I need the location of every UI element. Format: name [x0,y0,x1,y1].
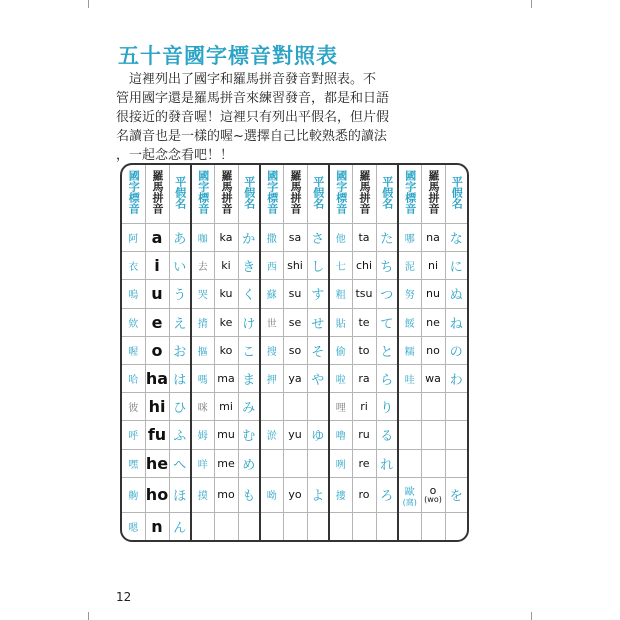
hiragana-cell [445,512,467,540]
hiragana-cell: な [445,224,467,252]
hiragana-cell: そ [307,336,329,364]
crop-mark [531,612,532,620]
hiragana-cell: む [238,421,260,449]
romaji-cell: yo [283,477,307,512]
chinese-phonetic-cell: 彼 [122,393,145,421]
table-row [122,308,467,336]
page-number: 12 [116,590,132,604]
hiragana-cell: お [169,336,191,364]
romaji-cell: e [145,308,169,336]
chinese-phonetic-cell [260,512,283,540]
chinese-phonetic-cell: 呼 [122,421,145,449]
hiragana-cell [376,512,398,540]
hiragana-cell: に [445,252,467,280]
chinese-phonetic-cell: 嗚 [122,280,145,308]
chinese-phonetic-cell: 咖 [191,224,214,252]
romaji-cell: nu [421,280,445,308]
romaji-cell: tsu [352,280,376,308]
chinese-phonetic-cell: 姆 [191,421,214,449]
hiragana-cell [238,512,260,540]
hiragana-cell: ぬ [445,280,467,308]
table-row [122,336,467,364]
romaji-cell: ki [214,252,238,280]
romaji-cell: ta [352,224,376,252]
romaji-cell: ne [421,308,445,336]
hiragana-cell: あ [169,224,191,252]
romaji-cell [283,393,307,421]
column-header [145,165,169,224]
column-header [307,165,329,224]
romaji-cell: u [145,280,169,308]
hiragana-cell: わ [445,364,467,392]
column-header-label: 羅馬拼音 [220,170,233,214]
column-header-label: 平假名 [311,175,325,209]
romaji-cell: te [352,308,376,336]
romaji-cell [421,449,445,477]
romaji-cell: ku [214,280,238,308]
chinese-phonetic-cell: 阿 [122,224,145,252]
chinese-phonetic-cell: 哭 [191,280,214,308]
chinese-phonetic-cell: 粗 [329,280,352,308]
chinese-phonetic-cell: 押 [260,364,283,392]
crop-mark [88,612,89,620]
hiragana-cell: こ [238,336,260,364]
romaji-cell [421,512,445,540]
romaji-cell: mi [214,393,238,421]
column-header-label: 平假名 [450,175,464,209]
chinese-phonetic-cell: 衣 [122,252,145,280]
hiragana-cell: よ [307,477,329,512]
chinese-phonetic-cell: 摳 [191,336,214,364]
hiragana-cell: ち [376,252,398,280]
chinese-phonetic-cell: 咪 [191,393,214,421]
hiragana-cell: か [238,224,260,252]
hiragana-cell: う [169,280,191,308]
romaji-cell: ni [421,252,445,280]
table-row [122,224,467,252]
romaji-cell: se [283,308,307,336]
chinese-phonetic-cell: 世 [260,308,283,336]
hiragana-cell: を [445,477,467,512]
romaji-cell: ru [352,421,376,449]
chinese-phonetic-cell [398,449,421,477]
column-header [283,165,307,224]
hiragana-cell: つ [376,280,398,308]
hiragana-cell [307,449,329,477]
intro-paragraph [116,70,390,165]
intro-line: ，一起念念看吧！！ [116,148,234,163]
crop-mark [531,0,532,8]
intro-line: 很接近的發音喔！這裡只有列出平假名，但片假 [116,110,390,125]
hiragana-cell: け [238,308,260,336]
chinese-phonetic-cell: 嘿 [122,449,145,477]
romaji-cell: ro [352,477,376,512]
hiragana-cell [445,393,467,421]
hiragana-cell: た [376,224,398,252]
chinese-phonetic-cell: 揹 [191,308,214,336]
chinese-phonetic-cell: 撒 [260,224,283,252]
hiragana-cell: ふ [169,421,191,449]
romaji-cell: ho [145,477,169,512]
romaji-cell: ko [214,336,238,364]
chinese-phonetic-cell: 哇 [398,364,421,392]
chinese-phonetic-cell: 七 [329,252,352,280]
hiragana-cell [445,421,467,449]
romaji-cell [421,421,445,449]
chinese-phonetic-cell: 他 [329,224,352,252]
romaji-cell: mu [214,421,238,449]
chinese-phonetic-cell: 摟 [329,477,352,512]
chinese-phonetic-cell: 嗯 [122,512,145,540]
chinese-phonetic-cell: 泥 [398,252,421,280]
column-header-label: 平假名 [242,175,256,209]
romaji-cell [283,512,307,540]
column-header-label: 國字標音 [265,170,279,214]
romaji-cell [421,393,445,421]
chinese-phonetic-cell [329,512,352,540]
table-header-row [122,165,467,224]
chinese-phonetic-cell: 糯 [398,336,421,364]
romaji-cell: chi [352,252,376,280]
table-row [122,477,467,512]
column-header-label: 羅馬拼音 [289,170,302,214]
crop-mark [88,0,89,8]
romaji-cell: so [283,336,307,364]
hiragana-cell: ま [238,364,260,392]
chinese-phonetic-cell: 欸 [122,308,145,336]
chinese-phonetic-cell: 努 [398,280,421,308]
column-header-label: 羅馬拼音 [427,170,440,214]
chinese-phonetic-cell [398,393,421,421]
column-header-label: 羅馬拼音 [151,170,164,214]
chinese-phonetic-cell: 蘇 [260,280,283,308]
romaji-cell: no [421,336,445,364]
romaji-cell: su [283,280,307,308]
hiragana-cell: え [169,308,191,336]
chinese-phonetic-cell: 啦 [329,364,352,392]
chinese-phonetic-cell: 齁 [122,477,145,512]
chinese-phonetic-cell: 哩 [329,393,352,421]
chinese-phonetic-cell: 嚕 [329,421,352,449]
column-header-label: 羅馬拼音 [358,170,371,214]
intro-line: 名讀音也是一樣的喔~選擇自己比較熟悉的讀法 [116,129,387,144]
romaji-cell: i [145,252,169,280]
column-header-label: 國字標音 [334,170,348,214]
hiragana-cell: さ [307,224,329,252]
chinese-phonetic-cell: 哈 [122,364,145,392]
chinese-phonetic-cell: 摸 [191,477,214,512]
column-header [398,165,421,224]
romaji-cell: shi [283,252,307,280]
table-row [122,252,467,280]
hiragana-cell: ら [376,364,398,392]
hiragana-cell: て [376,308,398,336]
hiragana-cell: ん [169,512,191,540]
hiragana-cell: と [376,336,398,364]
hiragana-cell: ゆ [307,421,329,449]
hiragana-cell: は [169,364,191,392]
hiragana-cell: ほ [169,477,191,512]
chinese-phonetic-cell: 咧 [329,449,352,477]
table-row [122,421,467,449]
hiragana-cell [445,449,467,477]
chinese-phonetic-cell [191,512,214,540]
romaji-cell: hi [145,393,169,421]
column-header-label: 國字標音 [127,170,141,214]
hiragana-cell: ひ [169,393,191,421]
table-row [122,393,467,421]
chinese-phonetic-cell [260,393,283,421]
hiragana-cell: や [307,364,329,392]
hiragana-cell: め [238,449,260,477]
column-header [329,165,352,224]
hiragana-cell: ね [445,308,467,336]
romaji-cell: ra [352,364,376,392]
column-header-label: 平假名 [173,175,187,209]
column-header [260,165,283,224]
hiragana-cell: も [238,477,260,512]
hiragana-cell: き [238,252,260,280]
romaji-cell: to [352,336,376,364]
romaji-cell: ya [283,364,307,392]
column-header [122,165,145,224]
romaji-cell: fu [145,421,169,449]
hiragana-cell: り [376,393,398,421]
chinese-phonetic-cell: 歐 (窩) [398,477,421,512]
hiragana-cell: く [238,280,260,308]
hiragana-cell: れ [376,449,398,477]
hiragana-cell [307,393,329,421]
romaji-cell: na [421,224,445,252]
romaji-cell: yu [283,421,307,449]
romaji-cell [214,512,238,540]
column-header [376,165,398,224]
table-row [122,512,467,540]
romaji-cell [283,449,307,477]
intro-line: 這裡列出了國字和羅馬拼音發音對照表。不 [116,72,377,87]
romaji-cell: n [145,512,169,540]
romaji-cell: ke [214,308,238,336]
chinese-phonetic-cell: 貼 [329,308,352,336]
kana-table [122,165,467,540]
romaji-cell [352,512,376,540]
romaji-cell: wa [421,364,445,392]
hiragana-cell: み [238,393,260,421]
hiragana-cell: す [307,280,329,308]
hiragana-cell: ろ [376,477,398,512]
romaji-cell: he [145,449,169,477]
chinese-phonetic-cell: 去 [191,252,214,280]
hiragana-cell: の [445,336,467,364]
chinese-phonetic-cell: 餒 [398,308,421,336]
column-header [191,165,214,224]
hiragana-cell [307,512,329,540]
romaji-cell: ka [214,224,238,252]
chinese-phonetic-cell: 嗎 [191,364,214,392]
column-header [352,165,376,224]
column-header [238,165,260,224]
column-header-label: 國字標音 [196,170,210,214]
romaji-cell: ma [214,364,238,392]
romaji-cell: a [145,224,169,252]
column-header-label: 國字標音 [403,170,417,214]
hiragana-cell: し [307,252,329,280]
romaji-cell: o (wo) [421,477,445,512]
column-header [445,165,467,224]
chinese-phonetic-cell [398,421,421,449]
romaji-cell: re [352,449,376,477]
romaji-cell: ha [145,364,169,392]
hiragana-cell: へ [169,449,191,477]
intro-line: 管用國字還是羅馬拼音來練習發音，都是和日語 [116,91,390,106]
column-header [169,165,191,224]
hiragana-cell: せ [307,308,329,336]
chinese-phonetic-cell: 咩 [191,449,214,477]
column-header [421,165,445,224]
chinese-phonetic-cell: 呦 [260,477,283,512]
column-header-label: 平假名 [380,175,394,209]
column-header [214,165,238,224]
chinese-phonetic-cell: 淤 [260,421,283,449]
page-title: 五十音國字標音對照表 [118,44,338,68]
romaji-cell: me [214,449,238,477]
chinese-phonetic-cell [398,512,421,540]
chinese-phonetic-cell: 西 [260,252,283,280]
romaji-cell: mo [214,477,238,512]
chinese-phonetic-cell: 搜 [260,336,283,364]
table-row [122,364,467,392]
romaji-cell: o [145,336,169,364]
chinese-phonetic-cell: 偷 [329,336,352,364]
kana-table-frame [120,163,469,542]
table-row [122,449,467,477]
chinese-phonetic-cell: 哪 [398,224,421,252]
chinese-phonetic-cell [260,449,283,477]
hiragana-cell: る [376,421,398,449]
table-row [122,280,467,308]
romaji-cell: ri [352,393,376,421]
romaji-cell: sa [283,224,307,252]
hiragana-cell: い [169,252,191,280]
chinese-phonetic-cell: 喔 [122,336,145,364]
